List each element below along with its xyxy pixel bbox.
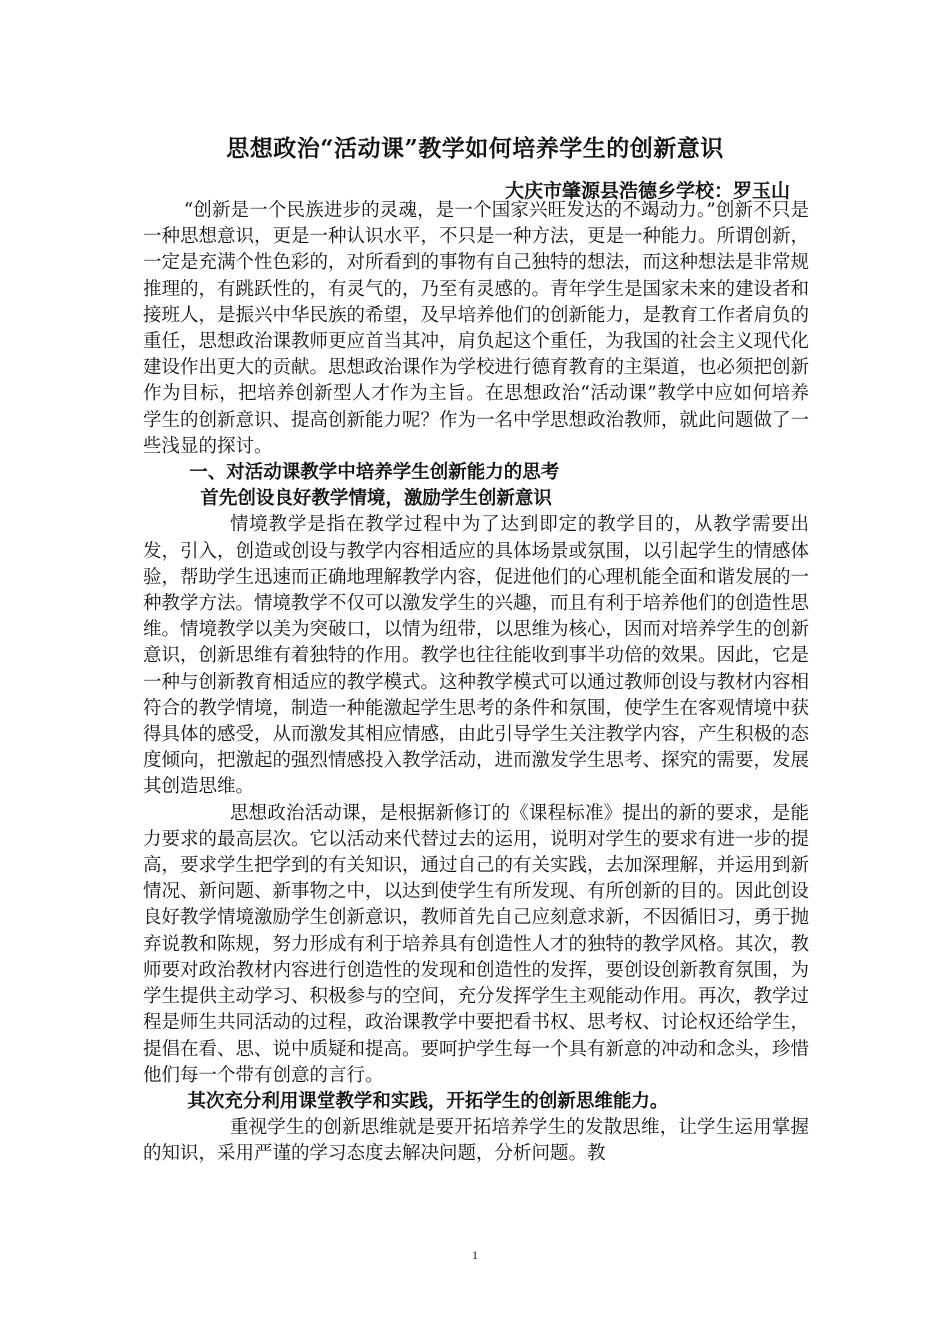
section-heading-1: 一、对活动课教学中培养学生创新能力的思考: [189, 462, 560, 484]
activity-course-paragraph: 思想政治活动课，是根据新修订的《课程标准》提出的新的要求，是能力要求的最高层次。它以活动来代替过去的运用，说明对学生的要求有进一步的提高，要求学生把学到的有关知识，通过自己的有关实践，去加深理解，并运用到新情况、新问题、新事物之中，以达到使学生有所发现、有所创新的目的。因此创设良好教学情境激励学生创新意识，教师首先自己应刻意求新，不因循旧习，勇于抛弃说教和陈规，努力形成有利于培养具有创造性人才的独特的教学风格。其次，教师要对政治教材内容进行创造性的发现和创造性的发挥，要创设创新教育氛围，为学生提供主动学习、积极参与的空间，充分发挥学生主观能动作用。再次，教学过程是师生共同活动的过程，政治课教学中要把看书权、思考权、讨论权还给学生，提倡在看、思、说中质疑和提高。要呵护学生每一个具有新意的冲动和念头，珍惜他们每一个带有创意的言行。: [143, 802, 810, 1086]
subsection-heading-first: 首先创设良好教学情境，激励学生创新意识: [200, 488, 552, 510]
document-body: [143, 198, 809, 1168]
divergent-thinking-paragraph: 重视学生的创新思维就是要开拓培养学生的发散思维，让学生运用掌握的知识，采用严谨的学习态度去解决问题，分析问题。教: [143, 1117, 809, 1165]
situation-teaching-paragraph: 情境教学是指在教学过程中为了达到即定的教学目的，从教学需要出发，引入，创造或创设与教学内容相适应的具体场景或氛围，以引起学生的情感体验，帮助学生迅速而正确地理解教学内容，促进他们的心理机能全面和谐发展的一种教学方法。情境教学不仅可以激发学生的兴趣，而且有利于培养他们的创造性思维。情境教学以美为突破口，以情为纽带，以思维为核心，因而对培养学生的创新意识，创新思维有着独特的作用。教学也往往能收到事半功倍的效果。因此，它是一种与创新教育相适应的教学模式。这种教学模式可以通过教师创设与教材内容相符合的教学情境，制造一种能激起学生思考的条件和氛围，使学生在客观情境中获得具体的感受，从而激发其相应情感，由此引导学生关注教学内容，产生积极的态度倾向，把激起的强烈情感投入教学活动，进而激发学生思考、探究的需要，发展其创造思维。: [143, 514, 810, 798]
document-title: 思想政治“活动课”教学如何培养学生的创新意识: [226, 135, 724, 162]
intro-paragraph: “创新是一个民族进步的灵魂，是一个国家兴旺发达的不竭动力。”创新不只是一种思想意识，更是一种认识水平，不只是一种方法，更是一种能力。所谓创新，一定是充满个性色彩的，对所看到的事物有自己独特的想法，而这种想法是非常规推理的，有跳跃性的，有灵气的，乃至有灵感的。青年学生是国家未来的建设者和接班人，是振兴中华民族的希望，及早培养他们的创新能力，是教育工作者肩负的重任，思想政治课教师更应首当其冲，肩负起这个重任，为我国的社会主义现代化建设作出更大的贡献。思想政治课作为学校进行德育教育的主渠道，也必须把创新作为目标，把培养创新型人才作为主旨。在思想政治“活动课”教学中应如何培养学生的创新意识、提高创新能力呢？作为一名中学思想政治教师，就此问题做了一些浅显的探讨。: [143, 200, 810, 457]
author-line: 大庆市肇源县浩德乡学校：罗玉山: [504, 180, 790, 202]
page-number: 1: [472, 1248, 478, 1262]
subsection-heading-second: 其次充分利用课堂教学和实践，开拓学生的创新思维能力。: [187, 1090, 669, 1112]
